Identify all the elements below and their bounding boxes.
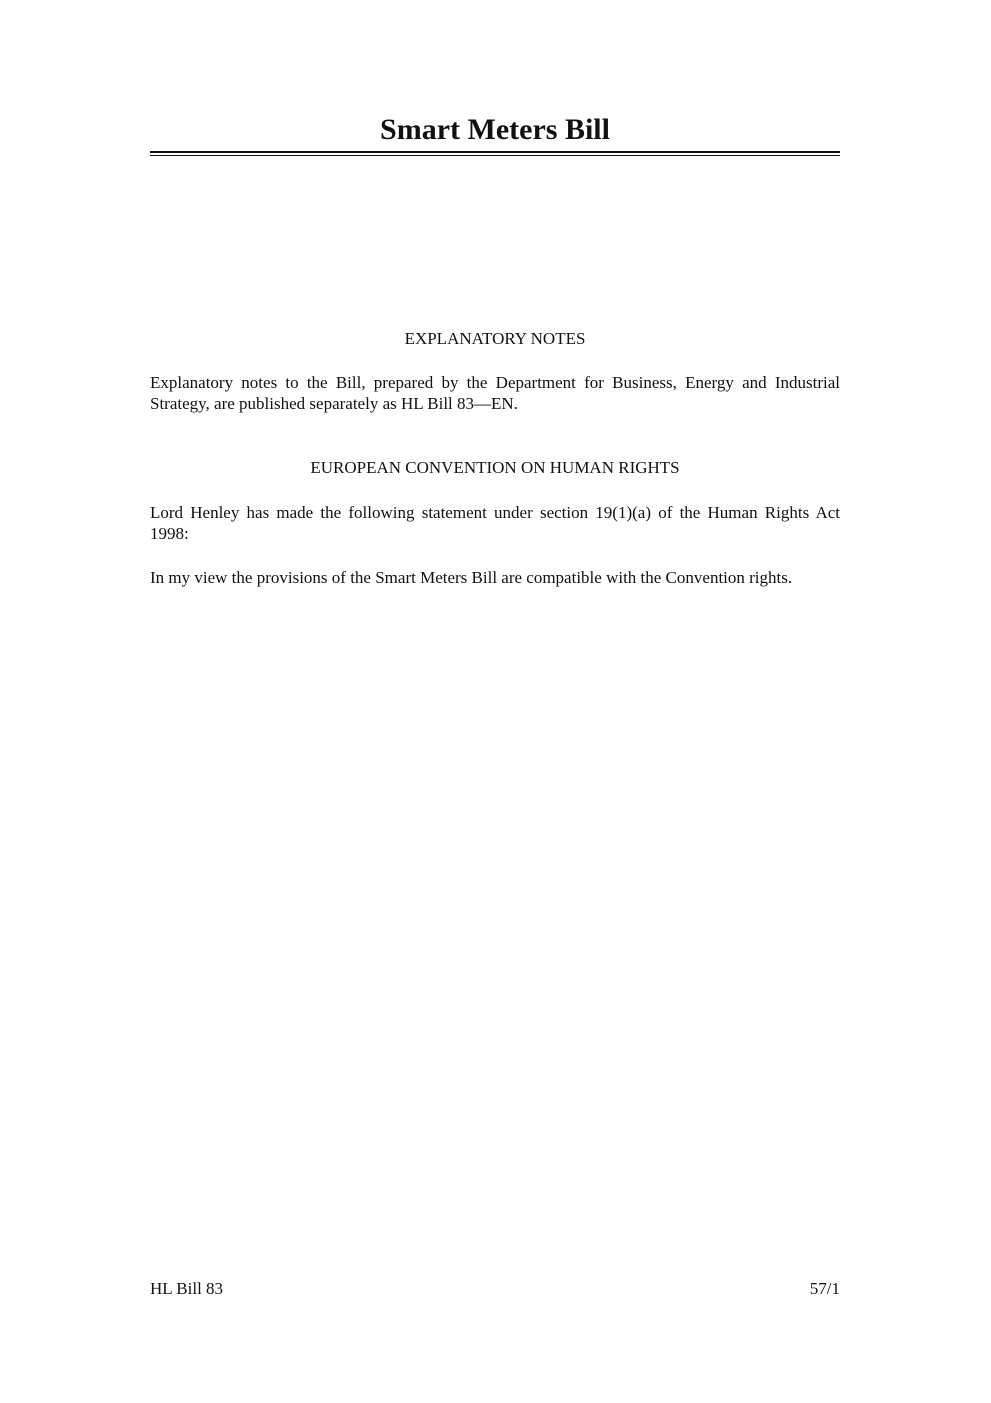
footer-bill-reference: HL Bill 83 bbox=[150, 1279, 224, 1298]
section-heading-explanatory-notes: EXPLANATORY NOTES bbox=[404, 329, 586, 348]
echr-compatibility-paragraph: In my view the provisions of the Smart Meters Bill are compatible with the Convention rights. bbox=[150, 568, 793, 587]
title-rule bbox=[150, 151, 840, 153]
section-heading-echr: EUROPEAN CONVENTION ON HUMAN RIGHTS bbox=[310, 458, 680, 477]
footer-page-number: 57/1 bbox=[809, 1279, 840, 1298]
page-title: Smart Meters Bill bbox=[380, 113, 610, 146]
title-rule-double bbox=[150, 155, 840, 156]
explanatory-notes-paragraph: Explanatory notes to the Bill, prepared by the Department for Business, Energy and Industrial Strategy, are published separately as HL Bill 83—EN. bbox=[150, 373, 840, 413]
echr-statement-paragraph: Lord Henley has made the following statement under section 19(1)(a) of the Human Rights Act 1998: bbox=[150, 503, 840, 543]
